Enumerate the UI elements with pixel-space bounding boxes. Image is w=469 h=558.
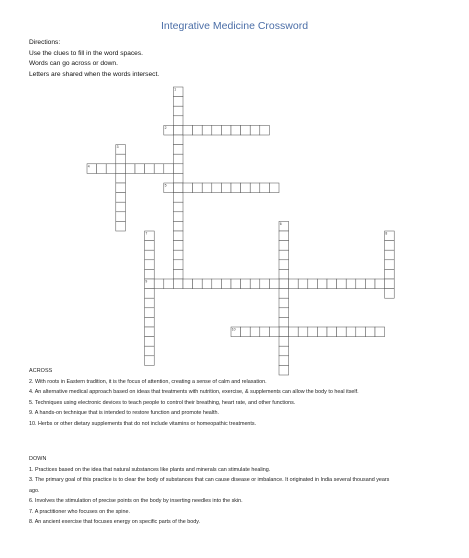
crossword-cell[interactable] — [116, 212, 126, 222]
crossword-cell[interactable] — [298, 327, 308, 337]
crossword-cell[interactable] — [173, 269, 183, 279]
crossword-cell[interactable] — [279, 327, 289, 337]
crossword-cell[interactable] — [145, 346, 155, 356]
directions-label: Directions: — [29, 39, 61, 46]
crossword-cell[interactable] — [269, 183, 279, 193]
crossword-cell[interactable] — [308, 279, 318, 289]
crossword-cell[interactable] — [173, 241, 183, 251]
page-title: Integrative Medicine Crossword — [160, 20, 309, 32]
crossword-cell[interactable] — [145, 289, 155, 299]
crossword-cell[interactable] — [327, 279, 337, 289]
across-clue: 4. An alternative medical approach based on ideas that treatments with nutrition, exercise, & supplements can allow the body to heal itself. — [29, 389, 359, 396]
crossword-cell[interactable] — [231, 279, 241, 289]
crossword-cell[interactable] — [193, 279, 203, 289]
crossword-cell[interactable] — [173, 125, 183, 135]
crossword-cell[interactable] — [116, 164, 126, 174]
across-heading: ACROSS — [29, 368, 53, 374]
crossword-cell[interactable] — [231, 183, 241, 193]
crossword-cell[interactable] — [346, 279, 356, 289]
crossword-cell[interactable] — [193, 125, 203, 135]
across-clue: 2. With roots in Eastern tradition, it is the focus of attention, creating a sense of calm and relaxation. — [29, 379, 267, 385]
crossword-cell[interactable] — [183, 183, 193, 193]
crossword-cell[interactable] — [116, 173, 126, 183]
crossword-cell[interactable] — [173, 135, 183, 145]
crossword-cell[interactable] — [250, 183, 260, 193]
crossword-cell[interactable] — [250, 125, 260, 135]
crossword-cell[interactable] — [173, 250, 183, 260]
across-clue: 9. A hands-on technique that is intended to restore function and promote health. — [29, 410, 220, 417]
clue-number: 8 — [385, 231, 388, 236]
crossword-cell[interactable] — [145, 241, 155, 251]
crossword-cell[interactable] — [173, 173, 183, 183]
crossword-cell[interactable] — [365, 279, 375, 289]
crossword-cell[interactable] — [365, 327, 375, 337]
crossword-cell[interactable] — [212, 279, 222, 289]
crossword-cell[interactable] — [145, 260, 155, 270]
crossword-cell[interactable] — [164, 164, 174, 174]
clue-number: 4 — [87, 164, 90, 169]
crossword-cell[interactable] — [116, 193, 126, 203]
crossword-cell[interactable] — [173, 279, 183, 289]
crossword-cell[interactable] — [279, 298, 289, 308]
crossword-cell[interactable] — [145, 250, 155, 260]
down-clue: 8. An ancient exercise that focuses energy on specific parts of the body. — [29, 519, 201, 526]
crossword-cell[interactable] — [145, 298, 155, 308]
crossword-cell[interactable] — [346, 327, 356, 337]
crossword-cell[interactable] — [145, 308, 155, 318]
crossword-cell[interactable] — [106, 164, 116, 174]
crossword-cell[interactable] — [145, 327, 155, 337]
crossword-cell[interactable] — [269, 327, 279, 337]
crossword-cell[interactable] — [202, 279, 212, 289]
crossword-cell[interactable] — [135, 164, 145, 174]
crossword-cell[interactable] — [385, 269, 395, 279]
directions-line: Words can go across or down. — [29, 60, 118, 68]
crossword-cell[interactable] — [173, 145, 183, 155]
crossword-cell[interactable] — [279, 279, 289, 289]
crossword-cell[interactable] — [317, 327, 327, 337]
crossword-cell[interactable] — [385, 260, 395, 270]
crossword-cell[interactable] — [279, 337, 289, 347]
crossword-cell[interactable] — [173, 97, 183, 107]
clue-number: 1 — [174, 87, 177, 92]
down-clue: 7. A practitioner who focuses on the spine. — [29, 508, 130, 515]
clue-number: 10 — [231, 327, 236, 332]
crossword-cell[interactable] — [125, 164, 135, 174]
crossword-cell[interactable] — [116, 202, 126, 212]
crossword-cell[interactable] — [173, 260, 183, 270]
crossword-cell[interactable] — [173, 116, 183, 126]
crossword-cell[interactable] — [260, 279, 270, 289]
crossword-cell[interactable] — [385, 250, 395, 260]
crossword-cell[interactable] — [241, 279, 251, 289]
crossword-cell[interactable] — [221, 125, 231, 135]
down-clue: 1. Practices based on the idea that natural substances like plants and minerals can stimulate healing. — [29, 467, 271, 473]
crossword-cell[interactable] — [279, 250, 289, 260]
crossword-cell[interactable] — [154, 164, 164, 174]
clue-number: 2 — [164, 126, 167, 130]
crossword-cell[interactable] — [279, 289, 289, 299]
crossword-cell[interactable] — [212, 183, 222, 193]
across-clue: 5. Techniques using electronic devices to teach people to control their breathing, heart rate, and other functions. — [29, 399, 296, 406]
crossword-cell[interactable] — [260, 327, 270, 337]
crossword-cell[interactable] — [183, 125, 193, 135]
crossword-cell[interactable] — [289, 279, 299, 289]
crossword-cell[interactable] — [173, 164, 183, 174]
crossword-cell[interactable] — [173, 212, 183, 222]
crossword-cell[interactable] — [97, 164, 107, 174]
crossword-cell[interactable] — [337, 279, 347, 289]
crossword-cell[interactable] — [241, 327, 251, 337]
down-clue: 6. Involves the stimulation of precise points on the body by inserting needles into the skin. — [29, 498, 243, 505]
crossword-cell[interactable] — [356, 279, 366, 289]
clue-number: 3 — [116, 145, 119, 150]
crossword-cell[interactable] — [145, 317, 155, 327]
crossword-cell[interactable] — [260, 183, 270, 193]
crossword-cell[interactable] — [193, 183, 203, 193]
crossword-cell[interactable] — [279, 356, 289, 366]
crossword-cell[interactable] — [375, 279, 385, 289]
crossword-cell[interactable] — [183, 279, 193, 289]
clue-number: 6 — [279, 222, 282, 226]
crossword-cell[interactable] — [385, 289, 395, 299]
crossword-cell[interactable] — [231, 125, 241, 135]
crossword-cell[interactable] — [221, 183, 231, 193]
crossword-cell[interactable] — [173, 193, 183, 203]
crossword-cell[interactable] — [241, 183, 251, 193]
crossword-cell[interactable] — [298, 279, 308, 289]
crossword-cell[interactable] — [260, 125, 270, 135]
crossword-cell[interactable] — [279, 317, 289, 327]
crossword-cell[interactable] — [279, 346, 289, 356]
clue-number: 5 — [164, 183, 167, 188]
crossword-cell[interactable] — [145, 337, 155, 347]
crossword-cell[interactable] — [173, 221, 183, 231]
crossword-cell[interactable] — [145, 356, 155, 366]
crossword-cell[interactable] — [212, 125, 222, 135]
crossword-cell[interactable] — [202, 125, 212, 135]
crossword-cell[interactable] — [116, 154, 126, 164]
crossword-cell[interactable] — [356, 327, 366, 337]
crossword-cell[interactable] — [289, 327, 299, 337]
crossword-cell[interactable] — [250, 327, 260, 337]
crossword-cell[interactable] — [241, 125, 251, 135]
crossword-cell[interactable] — [279, 260, 289, 270]
crossword-cell[interactable] — [154, 279, 164, 289]
crossword-cell[interactable] — [279, 231, 289, 241]
crossword-cell[interactable] — [385, 241, 395, 251]
crossword-cell[interactable] — [145, 269, 155, 279]
crossword-cell[interactable] — [279, 269, 289, 279]
crossword-cell[interactable] — [145, 164, 155, 174]
crossword-cell[interactable] — [375, 327, 385, 337]
crossword-cell[interactable] — [308, 327, 318, 337]
down-clues — [29, 456, 399, 527]
crossword-cell[interactable] — [202, 183, 212, 193]
crossword-cell[interactable] — [337, 327, 347, 337]
across-clues — [29, 368, 399, 429]
crossword-cell[interactable] — [173, 154, 183, 164]
crossword-cell[interactable] — [173, 202, 183, 212]
crossword-cell[interactable] — [279, 241, 289, 251]
crossword-cell[interactable] — [317, 279, 327, 289]
down-heading: DOWN — [29, 456, 47, 462]
crossword-cell[interactable] — [164, 279, 174, 289]
crossword-cell[interactable] — [116, 183, 126, 193]
crossword-cell[interactable] — [385, 279, 395, 289]
across-clue: 10. Herbs or other dietary supplements that do not include vitamins or homeopathic treatments. — [29, 420, 257, 427]
crossword-cell[interactable] — [279, 308, 289, 318]
directions-line: Use the clues to fill in the word spaces. — [29, 49, 143, 57]
crossword-cell[interactable] — [173, 183, 183, 193]
directions-line: Letters are shared when the words intersect. — [29, 70, 160, 78]
crossword-cell[interactable] — [116, 221, 126, 231]
crossword-cell[interactable] — [173, 231, 183, 241]
clue-number: 9 — [145, 279, 148, 284]
crossword-cell[interactable] — [173, 106, 183, 116]
crossword-cell[interactable] — [327, 327, 337, 337]
crossword-cell[interactable] — [269, 279, 279, 289]
crossword-cell[interactable] — [221, 279, 231, 289]
crossword-cell[interactable] — [250, 279, 260, 289]
down-clue: 3. The primary goal of this practice is to clear the body of substances that can cause disease or imbalance. It originated in India several thousand years ago. — [29, 477, 390, 494]
clue-number: 7 — [145, 231, 148, 236]
